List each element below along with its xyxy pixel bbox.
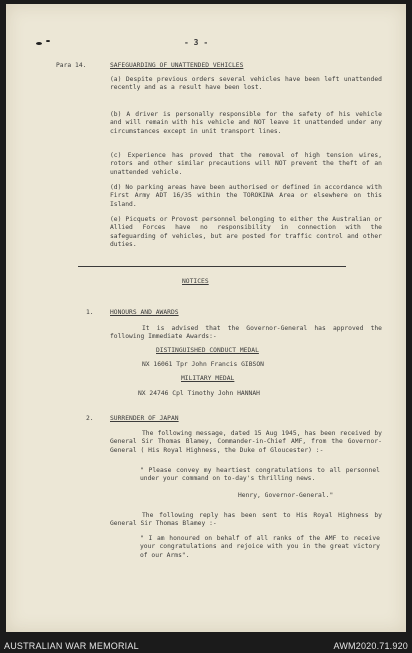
item1-heading: HONOURS AND AWARDS xyxy=(110,309,179,316)
document-page xyxy=(6,4,406,632)
para-e: (e) Picquets or Provost personnel belonging to either the Australian or Allied Forces have no responsibility in connection with the safeguarding of vehicles, but are posted for traffic control and other duties. xyxy=(110,216,382,249)
award1-line: NX 16061 Tpr John Francis GIBSON xyxy=(142,361,264,368)
item2-intro: The following message, dated 15 Aug 1945, has been received by General Sir Thomas Blamey, Commander-in-Chief AMF, from the Governor-General ( His Royal Highness, the Duke of Gloucester) :- xyxy=(110,430,382,454)
item2-number: 2. xyxy=(86,415,94,422)
para-d: (d) No parking areas have been authorised or defined in accordance with First Army ADT 16/35 within the TOROKINA Area or elsewhere on this Island. xyxy=(110,184,382,208)
item2-heading: SURRENDER OF JAPAN xyxy=(110,415,179,422)
item2-reply: " I am honoured on behalf of all ranks of the AMF to receive your congratulations and rejoice with you in the great victory of our Arms". xyxy=(140,535,380,559)
item2-reply-intro: The following reply has been sent to His Royal Highness by General Sir Thomas Blamey :- xyxy=(110,512,382,528)
ink-mark xyxy=(36,42,42,45)
page-number: - 3 - xyxy=(184,38,209,47)
item1-number: 1. xyxy=(86,309,94,316)
award1-title: DISTINGUISHED CONDUCT MEDAL xyxy=(156,347,259,354)
footer-left: AUSTRALIAN WAR MEMORIAL xyxy=(4,641,139,651)
item2-signature: Henry, Governor-General." xyxy=(238,492,334,499)
para-heading: SAFEGUARDING OF UNATTENDED VEHICLES xyxy=(110,62,244,69)
para-a: (a) Despite previous orders several vehicles have been left unattended recently and as a result have been lost. xyxy=(110,76,382,92)
award2-line: NX 24746 Cpl Timothy John HANNAH xyxy=(138,390,260,397)
ink-mark xyxy=(46,40,50,42)
item1-intro: It is advised that the Governor-General has approved the following Immediate Awards:- xyxy=(110,325,382,341)
item2-quote: " Please convey my heartiest congratulations to all personnel under your command on to-day's thrilling news. xyxy=(140,467,380,483)
para-label: Para 14. xyxy=(56,62,87,69)
para-b: (b) A driver is personally responsible for the safety of his vehicle and will remain with his vehicle and NOT leave it unattended under any circumstances except in unit transport lines. xyxy=(110,111,382,135)
para-c: (c) Experience has proved that the removal of high tension wires, rotors and other similar precautions will NOT prevent the theft of an unattended vehicle. xyxy=(110,152,382,176)
notices-title: NOTICES xyxy=(182,278,209,285)
award2-title: MILITARY MEDAL xyxy=(181,375,235,382)
footer-right: AWM2020.71.920 xyxy=(333,641,408,651)
section-divider xyxy=(78,266,346,267)
